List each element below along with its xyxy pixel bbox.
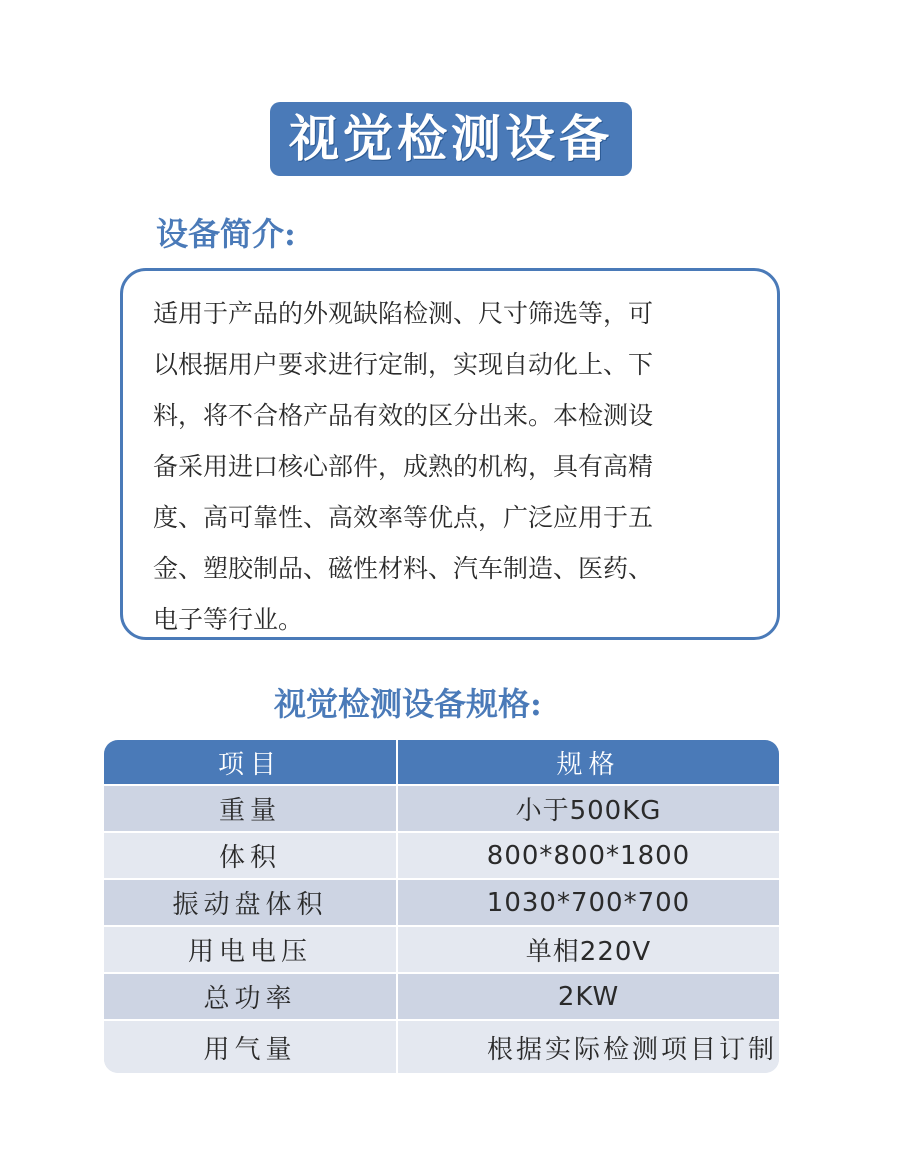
intro-line: 度、高可靠性、高效率等优点，广泛应用于五 bbox=[153, 503, 654, 532]
intro-line: 料，将不合格产品有效的区分出来。本检测设 bbox=[153, 401, 654, 430]
row-value: 根据实际检测项目订制 bbox=[486, 1034, 777, 1065]
row-value: 单相220V bbox=[525, 937, 652, 967]
row-item: 体积 bbox=[104, 833, 398, 878]
intro-line: 适用于产品的外观缺陷检测、尺寸筛选等，可 bbox=[153, 299, 654, 328]
page-title: 视觉检测设备 bbox=[270, 102, 632, 176]
row-item: 用电电压 bbox=[104, 927, 398, 972]
intro-heading: 设备简介: bbox=[156, 215, 296, 253]
row-item: 用气量 bbox=[104, 1021, 398, 1073]
table-row bbox=[104, 927, 779, 972]
table-row bbox=[104, 833, 779, 878]
intro-text bbox=[153, 288, 753, 645]
row-item: 总功率 bbox=[104, 974, 398, 1019]
column-header-item: 项目 bbox=[104, 740, 398, 784]
row-value: 1030*700*700 bbox=[486, 887, 691, 918]
table-header-row bbox=[104, 740, 779, 784]
row-value: 2KW bbox=[557, 981, 620, 1012]
table-row bbox=[104, 880, 779, 925]
row-value: 800*800*1800 bbox=[486, 840, 691, 871]
intro-box bbox=[120, 268, 780, 640]
row-item: 振动盘体积 bbox=[104, 880, 398, 925]
intro-line: 金、塑胶制品、磁性材料、汽车制造、医药、 bbox=[153, 554, 654, 583]
row-item: 重量 bbox=[104, 786, 398, 831]
intro-line: 以根据用户要求进行定制，实现自动化上、下 bbox=[153, 350, 654, 379]
spec-heading: 视觉检测设备规格: bbox=[274, 685, 542, 723]
table-row bbox=[104, 786, 779, 831]
intro-line: 备采用进口核心部件，成熟的机构，具有高精 bbox=[153, 452, 654, 481]
row-value: 小于500KG bbox=[515, 796, 662, 826]
table-row bbox=[104, 974, 779, 1019]
intro-line: 电子等行业。 bbox=[153, 605, 304, 634]
table-row bbox=[104, 1021, 779, 1073]
column-header-spec: 规格 bbox=[556, 749, 621, 780]
spec-table bbox=[104, 740, 779, 1073]
